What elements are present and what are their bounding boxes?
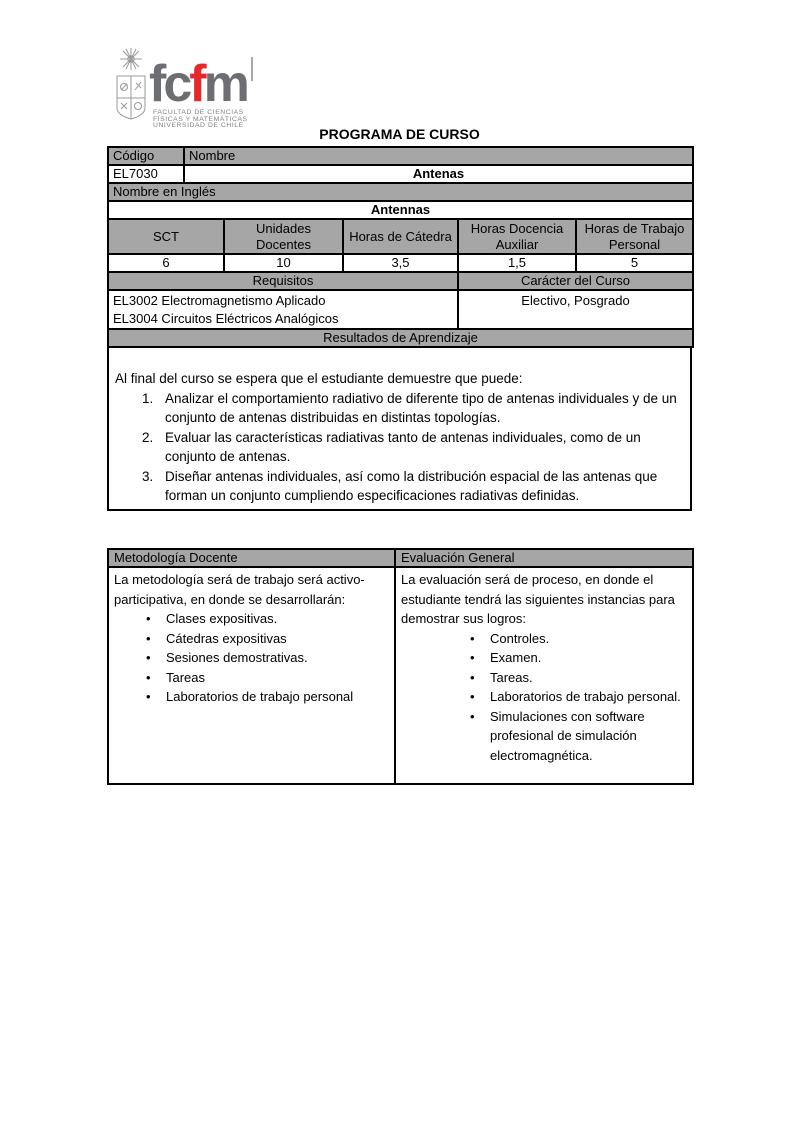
horas-catedra-value-cell: 3,5	[343, 254, 458, 272]
codigo-value-cell: EL7030	[108, 165, 184, 183]
evaluacion-bullet-list	[401, 629, 687, 766]
nombre-label-cell: Nombre	[184, 147, 693, 165]
caracter-curso-value-cell: Electivo, Posgrado	[458, 290, 693, 329]
resultado-item-number: 2.	[142, 429, 154, 445]
horas-docencia-auxiliar-header-cell: Horas Docencia Auxiliar	[458, 219, 576, 254]
evaluacion-bullet: • Examen.	[470, 648, 687, 668]
evaluacion-header-cell: Evaluación General	[395, 549, 693, 567]
sct-header-cell: SCT	[108, 219, 224, 254]
caracter-curso-label-cell: Carácter del Curso	[458, 272, 693, 290]
nombre-ingles-label-cell: Nombre en Inglés	[108, 183, 693, 201]
resultados-intro: Al final del curso se espera que el estudiante demuestre que puede:	[115, 371, 523, 386]
metodologia-content-cell	[108, 567, 395, 784]
tagline-line: FÍSICAS Y MATEMÁTICAS	[153, 115, 248, 123]
fcfm-wordmark-gray1: fc	[149, 55, 190, 113]
resultado-item-text: Analizar el comportamiento radiativo de diferente tipo de antenas individuales y de un conjunto de antenas distribuidas en distintas topologías.	[165, 390, 677, 425]
unidades-docentes-value-cell: 10	[224, 254, 343, 272]
requisitos-label-cell: Requisitos	[108, 272, 458, 290]
fcfm-wordmark-gray2: m	[203, 55, 247, 113]
metodologia-bullet: • Sesiones demostrativas.	[146, 648, 389, 668]
university-emblem-icon	[112, 46, 150, 124]
horas-trabajo-personal-header-cell: Horas de Trabajo Personal	[576, 219, 693, 254]
metodologia-bullet: • Cátedras expositivas	[146, 629, 389, 649]
evaluacion-bullet: • Controles.	[470, 629, 687, 649]
evaluacion-bullet: • Laboratorios de trabajo personal.	[470, 687, 687, 707]
requisito-line: EL3002 Electromagnetismo Aplicado	[113, 293, 326, 308]
resultado-item-number: 3.	[142, 468, 154, 484]
evaluacion-bullet: • Tareas.	[470, 668, 687, 688]
evaluacion-content-cell	[395, 567, 693, 784]
codigo-label-cell: Código	[108, 147, 184, 165]
metodologia-bullet: • Laboratorios de trabajo personal	[146, 687, 389, 707]
metodologia-bullet: • Clases expositivas.	[146, 609, 389, 629]
metodologia-header-cell: Metodología Docente	[108, 549, 395, 567]
page-title: PROGRAMA DE CURSO	[319, 126, 480, 142]
evaluacion-bullet: • Simulaciones con software profesional de simulación electromagnética.	[470, 707, 687, 766]
requisito-line: EL3004 Circuitos Eléctricos Analógicos	[113, 311, 339, 326]
fcfm-wordmark-red-f: f	[189, 55, 204, 113]
tagline-line: FACULTAD DE CIENCIAS	[153, 109, 244, 116]
metodologia-evaluacion-table	[107, 548, 694, 785]
resultados-aprendizaje-header-cell: Resultados de Aprendizaje	[108, 329, 693, 347]
metodologia-bullet-list	[114, 609, 389, 707]
horas-catedra-header-cell: Horas de Cátedra	[343, 219, 458, 254]
resultados-aprendizaje-box	[107, 346, 692, 511]
horas-trabajo-personal-value-cell: 5	[576, 254, 693, 272]
tagline-line: UNIVERSIDAD DE CHILE	[153, 122, 244, 130]
horas-docencia-auxiliar-value-cell: 1,5	[458, 254, 576, 272]
resultado-item	[142, 467, 682, 506]
metodologia-intro: La metodología será de trabajo será activo-participativa, en donde se desarrollarán:	[114, 572, 365, 607]
requisitos-value-cell	[108, 290, 458, 329]
metodologia-bullet: • Tareas	[146, 668, 389, 688]
nombre-value-cell: Antenas	[184, 165, 693, 183]
course-info-table	[107, 146, 694, 348]
resultado-item-number: 1.	[142, 390, 154, 406]
wordmark-divider	[251, 57, 253, 81]
resultado-item-text: Diseñar antenas individuales, así como la distribución espacial de las antenas que forman un conjunto cumpliendo especificaciones radiativas definidas.	[165, 468, 658, 503]
resultado-item	[142, 389, 682, 428]
resultado-item	[142, 428, 682, 467]
unidades-docentes-header-cell: Unidades Docentes	[224, 219, 343, 254]
evaluacion-intro: La evaluación será de proceso, en donde el estudiante tendrá las siguientes instancias para demostrar sus logros:	[401, 572, 675, 626]
sct-value-cell: 6	[108, 254, 224, 272]
resultado-item-text: Evaluar las características radiativas tanto de antenas individuales, como de un conjunto de antenas.	[165, 429, 641, 464]
nombre-ingles-value-cell: Antennas	[108, 201, 693, 219]
